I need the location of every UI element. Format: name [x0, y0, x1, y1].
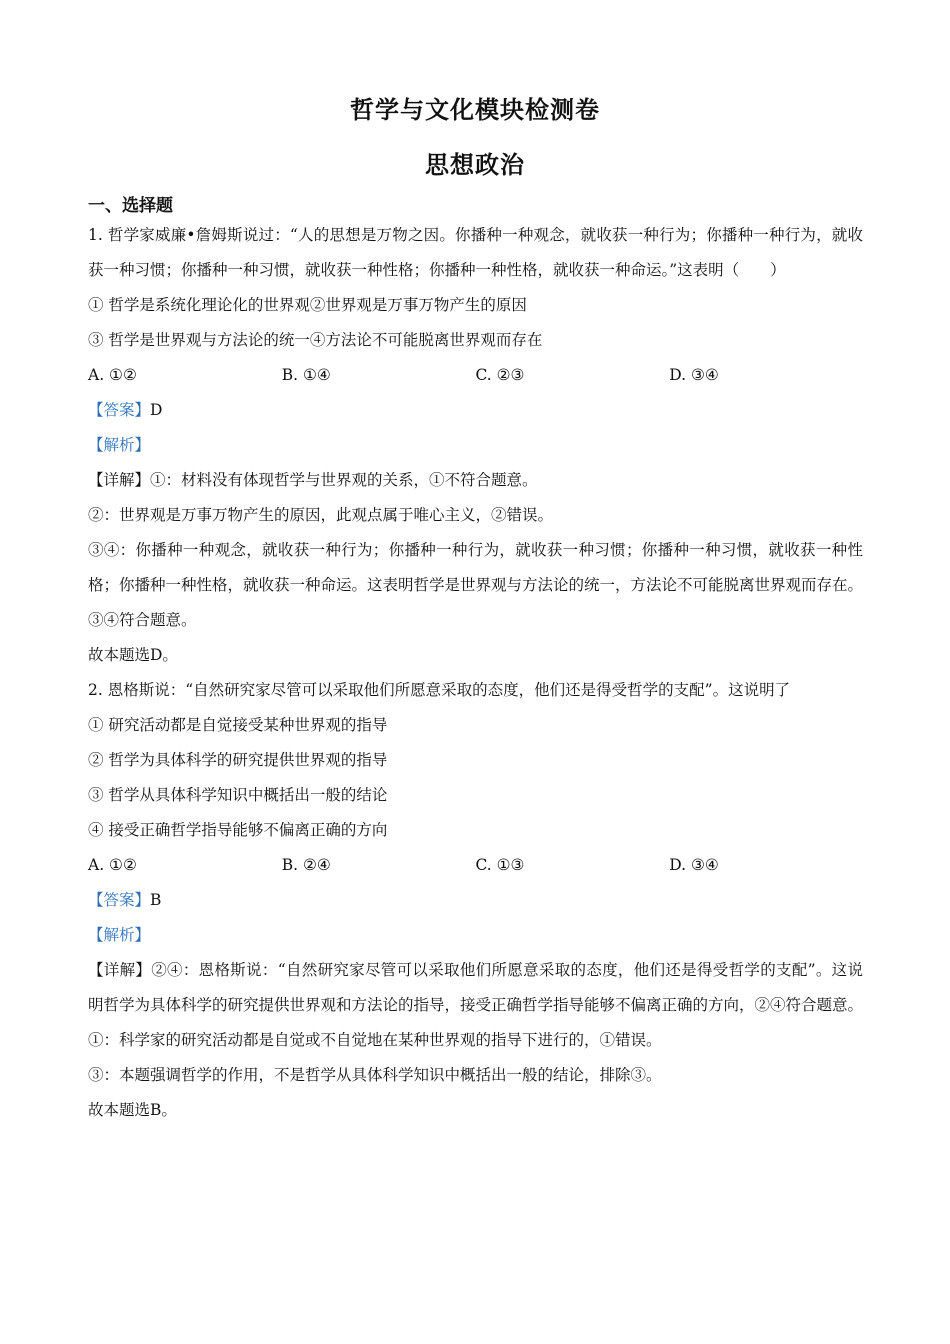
analysis-tag: 【解析】 [88, 926, 151, 944]
question-2-detail-line: ③：本题强调哲学的作用，不是哲学从具体科学知识中概括出一般的结论，排除③。 [88, 1066, 662, 1084]
page-subtitle: 思想政治 [425, 150, 525, 179]
option-a: A. ①② [88, 856, 137, 874]
option-b: B. ①④ [281, 366, 331, 384]
question-2-statement: ① 研究活动都是自觉接受某种世界观的指导 [88, 716, 388, 734]
question-2-answer [88, 883, 863, 918]
question-2-conclusion: 故本题选B。 [88, 1101, 177, 1119]
section-heading: 一、选择题 [88, 196, 173, 216]
answer-value: D [150, 401, 163, 419]
question-1-options [88, 358, 863, 393]
question-content [88, 218, 863, 1128]
analysis-tag: 【解析】 [88, 436, 151, 454]
question-1-detail-line: ③④：你播种一种观念，就收获一种行为；你播种一种行为，就收获一种习惯；你播种一种习惯，就收获一种性格；你播种一种性格，就收获一种命运。这表明哲学是世界观与方法论的统一，方法论不可能脱离世界观而存在。③④符合题意。 [88, 541, 864, 629]
detail-text: ①：材料没有体现哲学与世界观的关系，①不符合题意。 [150, 471, 538, 489]
question-2-detail [88, 953, 863, 1023]
option-a: A. ①② [88, 366, 137, 384]
question-1-stem: 1. 哲学家威廉•詹姆斯说过：“人的思想是万物之因。你播种一种观念，就收获一种行为；你播种一种行为，就收获一种习惯；你播种一种习惯，就收获一种性格；你播种一种性格，就收获一种命运。”这表明（ ） [88, 226, 863, 279]
detail-tag: 【详解】 [88, 471, 151, 489]
question-2-stem: 2. 恩格斯说：“自然研究家尽管可以采取他们所愿意采取的态度，他们还是得受哲学的支配”。这说明了 [88, 681, 791, 699]
page-title: 哲学与文化模块检测卷 [350, 95, 600, 124]
option-d: D. ③④ [669, 366, 719, 384]
question-2-statement: ② 哲学为具体科学的研究提供世界观的指导 [88, 751, 388, 769]
question-2-options [88, 848, 863, 883]
question-1-answer [88, 393, 863, 428]
detail-tag: 【详解】 [88, 961, 152, 979]
question-2-detail-line: ①：科学家的研究活动都是自觉或不自觉地在某种世界观的指导下进行的，①错误。 [88, 1031, 662, 1049]
question-1-statement: ① 哲学是系统化理论化的世界观②世界观是万事万物产生的原因 [88, 296, 527, 314]
answer-tag: 【答案】 [88, 891, 151, 909]
option-b: B. ②④ [281, 856, 331, 874]
question-1-detail-line: ②：世界观是万事万物产生的原因，此观点属于唯心主义，②错误。 [88, 506, 554, 524]
answer-value: B [150, 891, 162, 909]
question-2-statement: ③ 哲学从具体科学知识中概括出一般的结论 [88, 786, 388, 804]
question-1-detail [88, 463, 863, 498]
answer-tag: 【答案】 [88, 401, 151, 419]
option-c: C. ②③ [475, 366, 525, 384]
option-c: C. ①③ [475, 856, 525, 874]
question-1-statement: ③ 哲学是世界观与方法论的统一④方法论不可能脱离世界观而存在 [88, 331, 543, 349]
detail-text: ②④：恩格斯说：“自然研究家尽管可以采取他们所愿意采取的态度，他们还是得受哲学的支配”。这说明哲学为具体科学的研究提供世界观和方法论的指导，接受正确哲学指导能够不偏离正确的方向，②④符合题意。 [88, 961, 864, 1014]
option-d: D. ③④ [669, 856, 719, 874]
question-2-statement: ④ 接受正确哲学指导能够不偏离正确的方向 [88, 821, 388, 839]
question-1-conclusion: 故本题选D。 [88, 646, 178, 664]
